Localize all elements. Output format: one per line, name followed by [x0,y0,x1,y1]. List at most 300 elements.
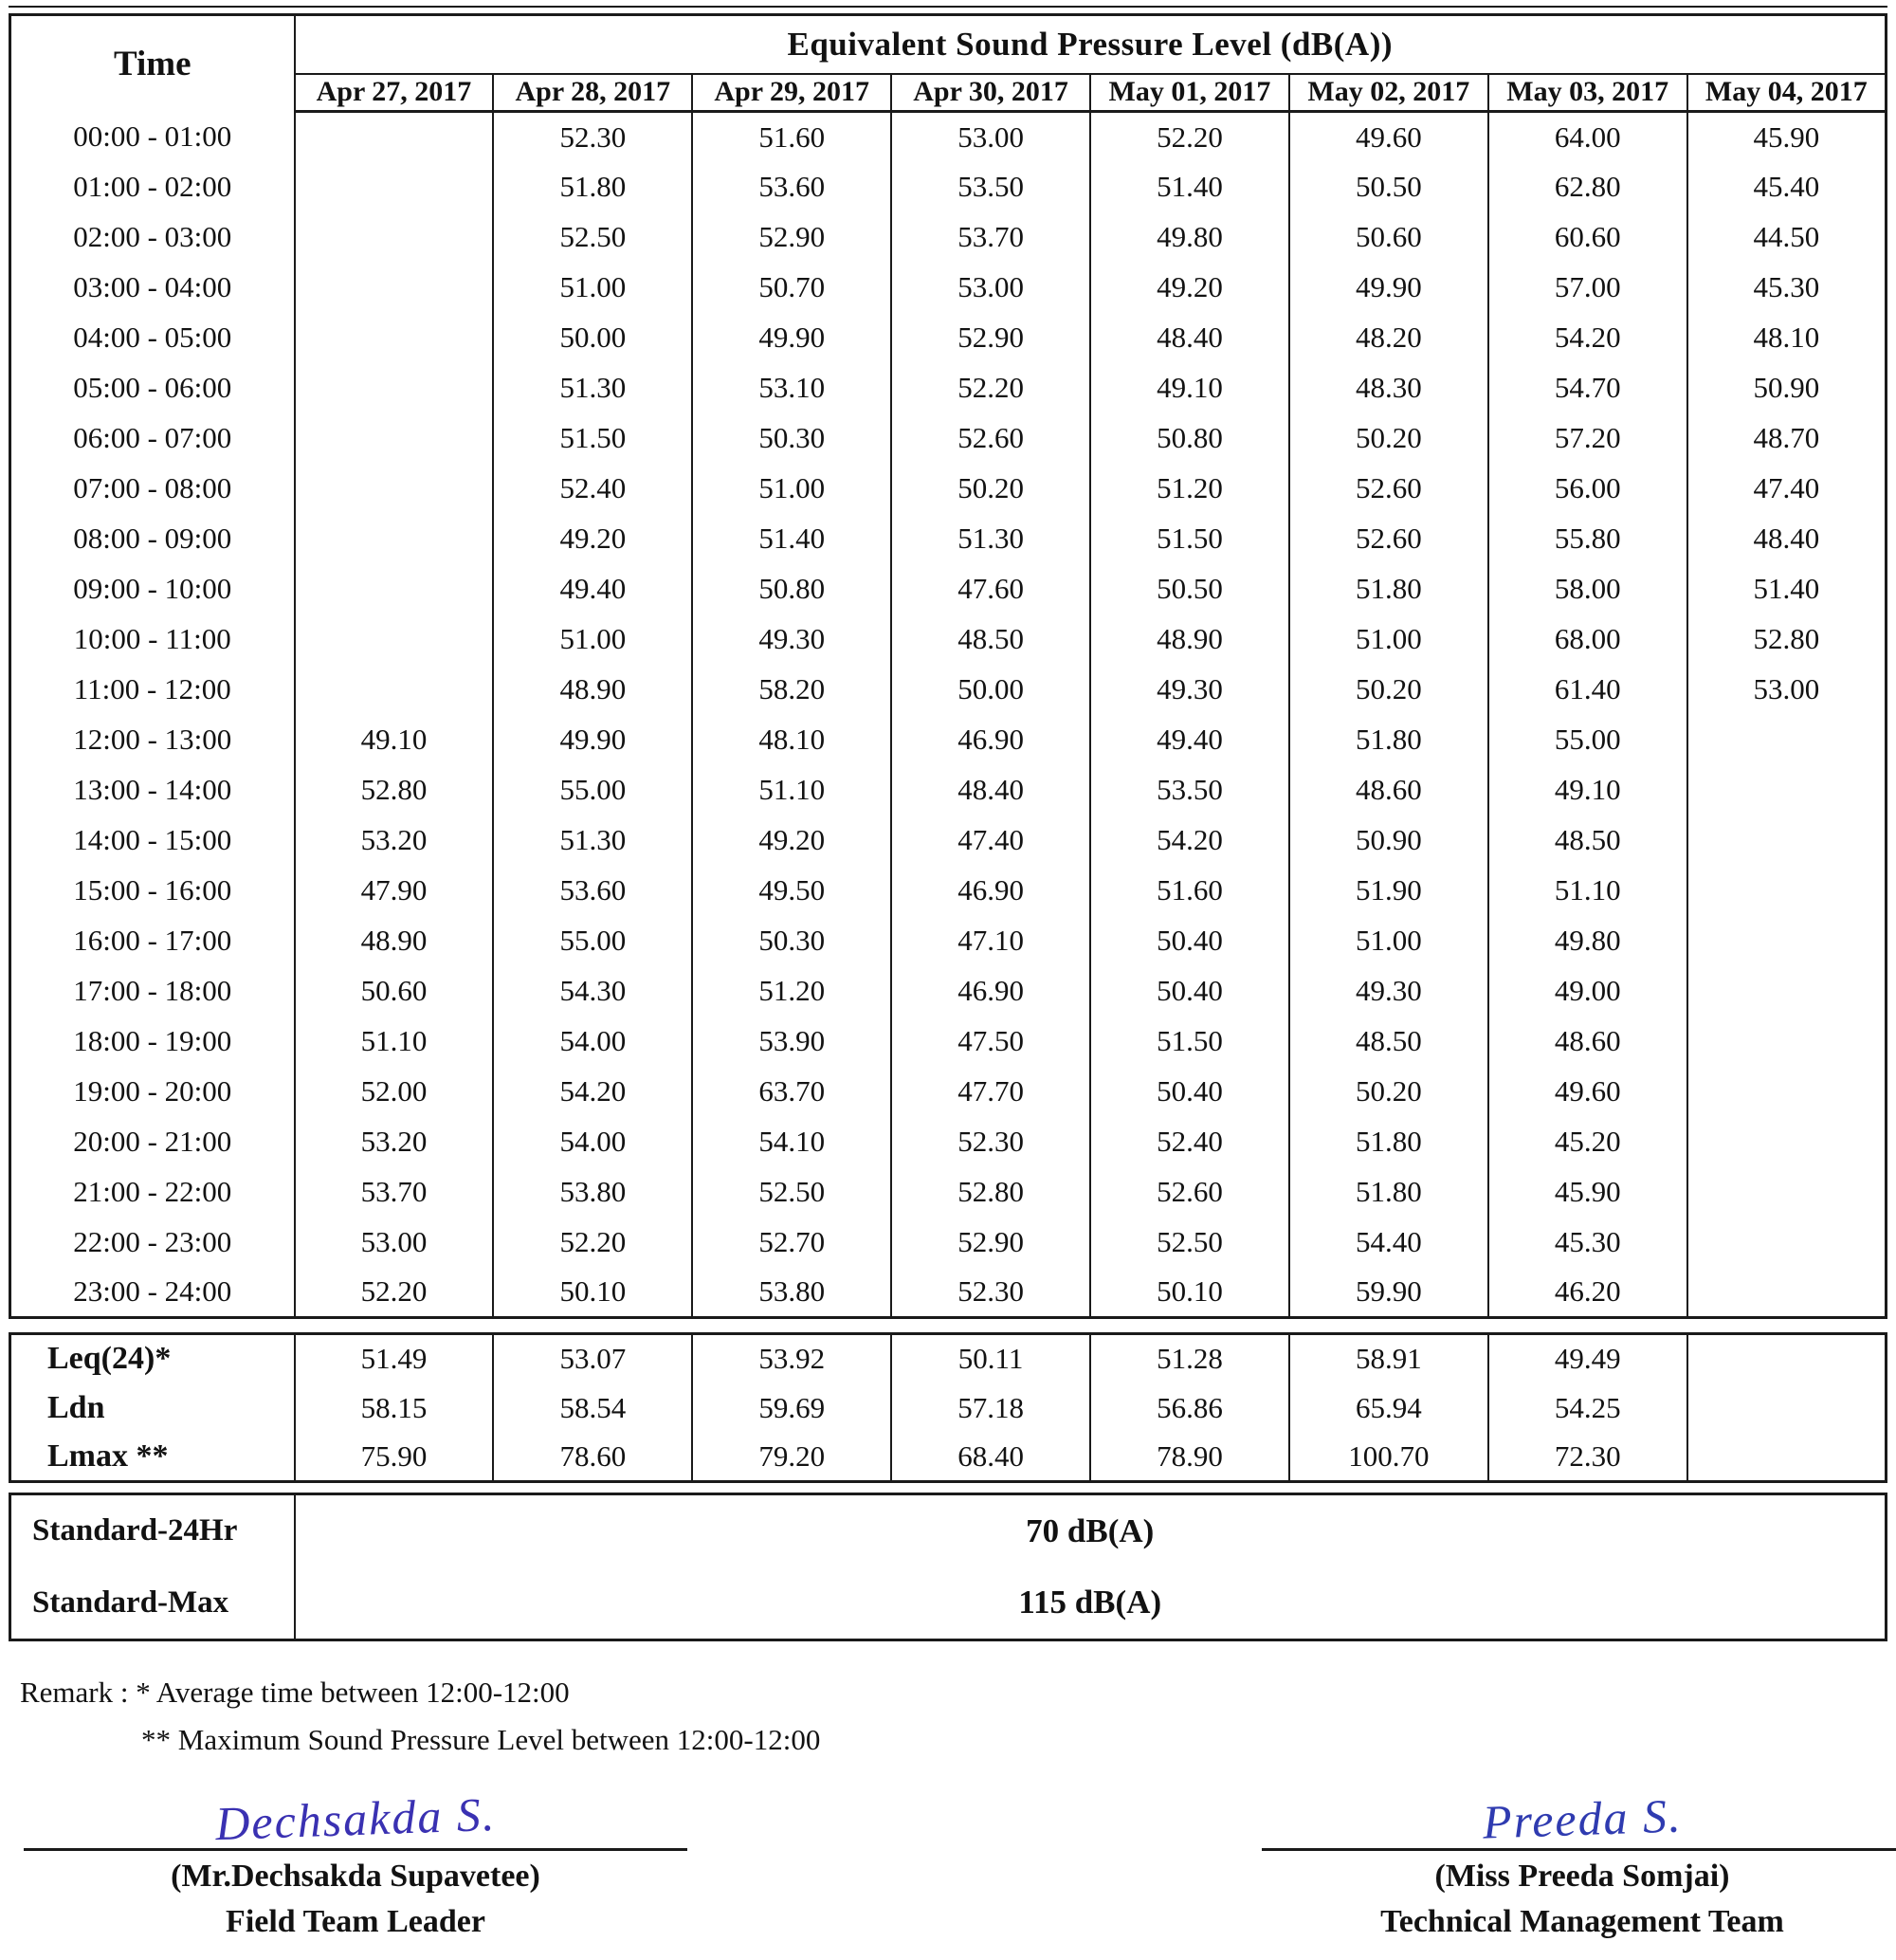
spl-value-cell: 48.60 [1289,765,1488,815]
spl-value-cell: 49.20 [692,815,891,866]
signature-block-technical-management [1262,1780,1896,1940]
time-column-header: Time [113,44,191,83]
spl-value-cell: 45.90 [1488,1167,1687,1218]
spl-value-cell: 51.40 [1687,564,1887,614]
summary-value-cell: 56.86 [1090,1383,1289,1433]
standard-row [10,1567,1887,1640]
spl-value-cell: 52.60 [1289,514,1488,564]
spl-value-cell: 55.00 [1488,715,1687,765]
spl-value-cell [295,112,494,162]
spl-value-cell: 50.10 [493,1268,692,1318]
hour-row [10,313,1887,363]
time-range-cell: 18:00 - 19:00 [73,1024,232,1057]
spl-value-cell: 54.20 [1488,313,1687,363]
spl-value-cell: 52.00 [295,1067,494,1117]
date-column-header: Apr 27, 2017 [295,74,494,112]
spl-value-cell [295,212,494,263]
spl-value-cell: 51.00 [493,614,692,665]
spl-value-cell: 51.50 [1090,1017,1289,1067]
spl-value-cell: 48.90 [493,665,692,715]
spl-value-cell: 51.00 [692,464,891,514]
spl-value-cell: 51.30 [493,363,692,413]
summary-value-cell: 53.07 [493,1334,692,1383]
spl-value-cell: 49.10 [1488,765,1687,815]
spl-value-cell: 48.50 [1488,815,1687,866]
remark-section [9,1676,1887,1757]
summary-value-cell: 50.11 [891,1334,1090,1383]
summary-value-cell: 58.54 [493,1383,692,1433]
spl-value-cell: 50.90 [1687,363,1887,413]
spl-value-cell: 53.00 [295,1218,494,1268]
spl-value-cell: 49.00 [1488,966,1687,1017]
spl-value-cell: 51.20 [692,966,891,1017]
spl-value-cell [1687,715,1887,765]
spl-value-cell: 52.30 [493,112,692,162]
spl-value-cell [1687,815,1887,866]
summary-value-cell: 79.20 [692,1433,891,1482]
spl-value-cell [295,313,494,363]
hour-row [10,514,1887,564]
time-range-cell: 15:00 - 16:00 [73,873,232,907]
summary-value-cell: 58.15 [295,1383,494,1433]
time-range-cell: 22:00 - 23:00 [73,1225,232,1258]
hour-row [10,1268,1887,1318]
hour-row [10,263,1887,313]
summary-value-cell: 75.90 [295,1433,494,1482]
hour-row [10,1117,1887,1167]
spl-value-cell [295,464,494,514]
spl-value-cell: 49.30 [1289,966,1488,1017]
spl-value-cell: 52.50 [1090,1218,1289,1268]
spl-value-cell: 56.00 [1488,464,1687,514]
hour-row [10,614,1887,665]
spl-value-cell: 48.50 [891,614,1090,665]
remark-line-1: Remark : * Average time between 12:00-12:00 [20,1676,570,1709]
spl-value-cell: 51.40 [692,514,891,564]
summary-value-cell [1687,1383,1887,1433]
spl-value-cell: 52.80 [295,765,494,815]
hour-row [10,966,1887,1017]
spl-value-cell [295,413,494,464]
standard-value: 70 dB(A) [1026,1511,1155,1549]
spl-value-cell: 48.70 [1687,413,1887,464]
spl-value-cell: 47.40 [1687,464,1887,514]
spl-value-cell: 52.80 [1687,614,1887,665]
signature-block-field-team-leader [24,1780,687,1940]
spl-value-cell: 51.10 [692,765,891,815]
time-range-cell: 10:00 - 11:00 [73,622,231,655]
spl-value-cell: 50.80 [692,564,891,614]
spl-value-cell: 51.20 [1090,464,1289,514]
spl-value-cell: 51.50 [1090,514,1289,564]
spl-value-cell: 50.00 [891,665,1090,715]
hour-row [10,162,1887,212]
spl-value-cell: 47.60 [891,564,1090,614]
spl-value-cell: 53.50 [1090,765,1289,815]
spl-value-cell: 48.30 [1289,363,1488,413]
spl-value-cell: 52.20 [891,363,1090,413]
spl-value-cell: 45.30 [1687,263,1887,313]
spl-value-cell: 50.60 [295,966,494,1017]
spl-value-cell: 52.50 [692,1167,891,1218]
spl-value-cell: 48.10 [1687,313,1887,363]
spl-value-cell [295,665,494,715]
spl-value-cell: 51.80 [1289,1167,1488,1218]
spl-value-cell: 51.80 [1289,715,1488,765]
spl-value-cell: 53.90 [692,1017,891,1067]
spl-value-cell: 45.90 [1687,112,1887,162]
spl-value-cell: 53.80 [493,1167,692,1218]
spl-value-cell: 52.50 [493,212,692,263]
spl-value-cell: 49.40 [493,564,692,614]
hour-row [10,866,1887,916]
spl-value-cell: 50.50 [1289,162,1488,212]
spl-value-cell [295,514,494,564]
spl-value-cell: 48.40 [891,765,1090,815]
date-column-header: May 01, 2017 [1090,74,1289,112]
spl-value-cell: 62.80 [1488,162,1687,212]
spl-value-cell: 51.40 [1090,162,1289,212]
summary-value-cell: 68.40 [891,1433,1090,1482]
spl-value-cell: 52.30 [891,1117,1090,1167]
spl-value-cell: 63.70 [692,1067,891,1117]
summary-value-cell: 53.92 [692,1334,891,1383]
spl-value-cell: 49.60 [1289,112,1488,162]
spl-value-cell: 46.90 [891,866,1090,916]
time-range-cell: 12:00 - 13:00 [73,723,232,756]
spl-value-cell: 57.20 [1488,413,1687,464]
time-range-cell: 16:00 - 17:00 [73,924,232,957]
spl-value-cell: 61.40 [1488,665,1687,715]
spl-value-cell: 46.20 [1488,1268,1687,1318]
sound-level-table [9,13,1887,1319]
time-range-cell: 23:00 - 24:00 [73,1274,232,1309]
spl-value-cell: 51.10 [1488,866,1687,916]
spl-value-cell: 52.40 [493,464,692,514]
spl-value-cell: 53.20 [295,1117,494,1167]
spl-value-cell: 53.70 [891,212,1090,263]
spl-value-cell: 46.90 [891,966,1090,1017]
spl-value-cell: 50.50 [1090,564,1289,614]
summary-value-cell: 49.49 [1488,1334,1687,1383]
spl-value-cell: 50.20 [1289,1067,1488,1117]
spl-value-cell: 50.40 [1090,966,1289,1017]
time-range-cell: 05:00 - 06:00 [73,371,232,404]
spl-value-cell: 54.40 [1289,1218,1488,1268]
spl-value-cell: 49.60 [1488,1067,1687,1117]
time-range-cell: 08:00 - 09:00 [73,522,232,555]
spl-value-cell: 49.20 [1090,263,1289,313]
summary-value-cell: 78.90 [1090,1433,1289,1482]
spl-value-cell: 45.20 [1488,1117,1687,1167]
spl-value-cell: 53.70 [295,1167,494,1218]
signer-title-right: Technical Management Team [1380,1904,1784,1939]
spl-value-cell: 45.30 [1488,1218,1687,1268]
spl-value-cell: 49.50 [692,866,891,916]
spl-value-cell: 60.60 [1488,212,1687,263]
spl-value-cell: 50.90 [1289,815,1488,866]
spl-value-cell: 49.20 [493,514,692,564]
spl-value-cell [295,162,494,212]
spl-value-cell: 49.80 [1090,212,1289,263]
signer-name-left: (Mr.Dechsakda Supavetee) [171,1859,540,1894]
spl-value-cell: 49.90 [692,313,891,363]
spl-value-cell: 44.50 [1687,212,1887,263]
spl-value-cell: 51.80 [1289,564,1488,614]
spl-value-cell: 58.00 [1488,564,1687,614]
time-range-cell: 17:00 - 18:00 [73,974,232,1007]
spl-value-cell: 48.40 [1687,514,1887,564]
spl-value-cell: 48.40 [1090,313,1289,363]
date-column-header: Apr 28, 2017 [493,74,692,112]
hour-row [10,916,1887,966]
time-range-cell: 11:00 - 12:00 [73,672,231,705]
spl-value-cell: 48.90 [1090,614,1289,665]
summary-row [10,1334,1887,1383]
spl-value-cell: 47.40 [891,815,1090,866]
summary-value-cell: 51.49 [295,1334,494,1383]
spl-value-cell: 52.90 [891,1218,1090,1268]
spl-value-cell: 46.90 [891,715,1090,765]
hour-row [10,464,1887,514]
summary-label: Lmax ** [47,1438,169,1474]
spl-value-cell [295,263,494,313]
signer-title-left: Field Team Leader [226,1904,485,1939]
spl-value-cell: 50.30 [692,413,891,464]
spl-value-cell: 53.10 [692,363,891,413]
spl-value-cell: 53.80 [692,1268,891,1318]
spl-value-cell: 47.90 [295,866,494,916]
spl-value-cell: 47.70 [891,1067,1090,1117]
summary-value-cell: 51.28 [1090,1334,1289,1383]
spl-value-cell: 50.10 [1090,1268,1289,1318]
spl-value-cell: 51.10 [295,1017,494,1067]
time-range-cell: 03:00 - 04:00 [73,270,232,303]
spl-value-cell: 52.70 [692,1218,891,1268]
spl-value-cell: 50.20 [1289,665,1488,715]
summary-value-cell [1687,1334,1887,1383]
spl-value-cell: 51.60 [692,112,891,162]
time-range-cell: 20:00 - 21:00 [73,1125,232,1158]
spl-value-cell: 49.30 [692,614,891,665]
spl-value-cell: 48.90 [295,916,494,966]
spl-value-cell: 50.80 [1090,413,1289,464]
spl-value-cell: 47.10 [891,916,1090,966]
summary-table [9,1332,1887,1483]
spl-value-cell: 59.90 [1289,1268,1488,1318]
spl-value-cell: 51.00 [1289,614,1488,665]
spl-value-cell [1687,1268,1887,1318]
spl-value-cell: 50.00 [493,313,692,363]
spl-value-cell: 52.20 [1090,112,1289,162]
spl-value-cell: 55.80 [1488,514,1687,564]
time-range-cell: 19:00 - 20:00 [73,1074,232,1108]
spl-value-cell [295,614,494,665]
summary-row [10,1433,1887,1482]
summary-value-cell: 58.91 [1289,1334,1488,1383]
summary-row [10,1383,1887,1433]
spl-value-cell: 52.60 [891,413,1090,464]
hour-row [10,815,1887,866]
hour-row [10,363,1887,413]
spl-value-cell: 49.30 [1090,665,1289,715]
signer-name-right: (Miss Preeda Somjai) [1434,1859,1730,1894]
time-range-cell: 09:00 - 10:00 [73,572,232,605]
summary-label: Leq(24)* [47,1341,172,1377]
time-range-cell: 00:00 - 01:00 [73,119,232,153]
hour-row [10,1167,1887,1218]
spl-value-cell: 54.70 [1488,363,1687,413]
spl-value-cell: 54.10 [692,1117,891,1167]
hour-row [10,1067,1887,1117]
time-range-cell: 06:00 - 07:00 [73,421,232,454]
table-title: Equivalent Sound Pressure Level (dB(A)) [295,15,1887,74]
summary-label: Ldn [47,1389,105,1425]
spl-value-cell: 48.20 [1289,313,1488,363]
spl-value-cell: 49.90 [1289,263,1488,313]
hour-row [10,413,1887,464]
spl-value-cell: 49.40 [1090,715,1289,765]
spl-value-cell: 52.30 [891,1268,1090,1318]
spl-value-cell: 49.90 [493,715,692,765]
spl-value-cell: 68.00 [1488,614,1687,665]
summary-value-cell: 54.25 [1488,1383,1687,1433]
summary-value-cell [1687,1433,1887,1482]
spl-value-cell: 53.60 [692,162,891,212]
spl-value-cell: 51.90 [1289,866,1488,916]
time-range-cell: 13:00 - 14:00 [73,773,232,806]
spl-value-cell: 50.20 [891,464,1090,514]
spl-value-cell: 49.80 [1488,916,1687,966]
spl-value-cell: 50.20 [1289,413,1488,464]
spl-value-cell: 51.80 [1289,1117,1488,1167]
spl-value-cell: 49.10 [295,715,494,765]
hour-row [10,1017,1887,1067]
spl-value-cell: 51.50 [493,413,692,464]
spl-value-cell: 55.00 [493,916,692,966]
handwritten-signature-left: Dechsakda S. [214,1786,498,1851]
spl-value-cell [1687,966,1887,1017]
spl-value-cell: 52.20 [295,1268,494,1318]
spl-value-cell: 52.60 [1289,464,1488,514]
summary-value-cell: 100.70 [1289,1433,1488,1482]
header-row-title [10,15,1887,74]
spl-value-cell: 48.10 [692,715,891,765]
spl-value-cell: 53.60 [493,866,692,916]
hour-row [10,212,1887,263]
spl-value-cell: 50.40 [1090,1067,1289,1117]
handwritten-signature-right: Preeda S. [1482,1788,1684,1849]
spl-value-cell [1687,1218,1887,1268]
spl-value-cell: 54.30 [493,966,692,1017]
spl-value-cell: 50.60 [1289,212,1488,263]
spl-value-cell: 52.90 [891,313,1090,363]
standard-label: Standard-Max [10,1567,295,1640]
spl-value-cell: 55.00 [493,765,692,815]
spl-value-cell: 54.00 [493,1017,692,1067]
time-range-cell: 02:00 - 03:00 [73,220,232,253]
spl-value-cell: 45.40 [1687,162,1887,212]
spl-value-cell [1687,866,1887,916]
summary-value-cell: 65.94 [1289,1383,1488,1433]
spl-value-cell: 64.00 [1488,112,1687,162]
summary-value-cell: 72.30 [1488,1433,1687,1482]
time-range-cell: 07:00 - 08:00 [73,471,232,504]
time-range-cell: 04:00 - 05:00 [73,321,232,354]
spl-value-cell: 53.50 [891,162,1090,212]
spl-value-cell: 51.00 [493,263,692,313]
spl-value-cell [1687,765,1887,815]
hour-row [10,564,1887,614]
spl-value-cell: 52.20 [493,1218,692,1268]
spl-value-cell: 52.40 [1090,1117,1289,1167]
spl-value-cell: 54.20 [493,1067,692,1117]
spl-value-cell [1687,1117,1887,1167]
date-column-header: Apr 30, 2017 [891,74,1090,112]
spl-value-cell [1687,1017,1887,1067]
time-range-cell: 14:00 - 15:00 [73,823,232,856]
spl-value-cell [1687,916,1887,966]
standards-table [9,1493,1887,1641]
table-top-rule [9,6,1887,8]
standard-label: Standard-24Hr [10,1494,295,1567]
signature-section [9,1780,1887,1960]
spl-value-cell: 48.60 [1488,1017,1687,1067]
spl-value-cell: 52.60 [1090,1167,1289,1218]
spl-value-cell: 50.30 [692,916,891,966]
time-range-cell: 01:00 - 02:00 [73,170,232,203]
spl-value-cell: 53.20 [295,815,494,866]
spl-value-cell: 50.70 [692,263,891,313]
spl-value-cell: 47.50 [891,1017,1090,1067]
hour-row [10,665,1887,715]
hour-row [10,765,1887,815]
spl-value-cell: 57.00 [1488,263,1687,313]
spl-value-cell: 53.00 [891,263,1090,313]
summary-value-cell: 78.60 [493,1433,692,1482]
spl-value-cell: 54.20 [1090,815,1289,866]
spl-value-cell: 48.50 [1289,1017,1488,1067]
date-column-header: May 02, 2017 [1289,74,1488,112]
spl-value-cell: 52.80 [891,1167,1090,1218]
spl-value-cell: 51.80 [493,162,692,212]
remark-line-2: ** Maximum Sound Pressure Level between 12:00-12:00 [141,1723,821,1756]
spl-value-cell: 51.60 [1090,866,1289,916]
hour-row [10,715,1887,765]
spl-value-cell [1687,1067,1887,1117]
date-column-header: Apr 29, 2017 [692,74,891,112]
summary-value-cell: 57.18 [891,1383,1090,1433]
spl-value-cell: 53.00 [1687,665,1887,715]
spl-value-cell: 50.40 [1090,916,1289,966]
spl-value-cell: 54.00 [493,1117,692,1167]
date-column-header: May 03, 2017 [1488,74,1687,112]
spl-value-cell: 51.00 [1289,916,1488,966]
spl-value-cell [295,564,494,614]
hour-row [10,1218,1887,1268]
standard-row [10,1494,1887,1567]
spl-value-cell: 51.30 [891,514,1090,564]
spl-value-cell [295,363,494,413]
spl-value-cell: 52.90 [692,212,891,263]
spl-value-cell [1687,1167,1887,1218]
spl-value-cell: 53.00 [891,112,1090,162]
standard-value: 115 dB(A) [1018,1584,1162,1621]
spl-value-cell: 58.20 [692,665,891,715]
date-column-header: May 04, 2017 [1687,74,1887,112]
time-range-cell: 21:00 - 22:00 [73,1175,232,1208]
spl-value-cell: 49.10 [1090,363,1289,413]
